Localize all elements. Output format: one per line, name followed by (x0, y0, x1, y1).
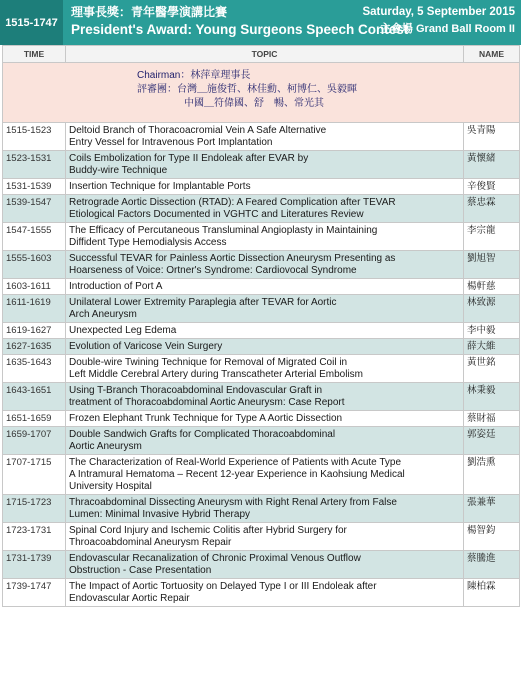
talk-topic (66, 455, 464, 495)
judges-taiwan-line: 評審團：台灣＿施俊哲、林佳勳、柯博仁、吳毅暉 (137, 84, 357, 95)
schedule-table (2, 45, 520, 607)
talk-topic (66, 339, 464, 355)
talk-topic-line: Unexpected Leg Edema (69, 325, 177, 336)
talk-topic-line: The Impact of Aortic Tortuosity on Delayed Type I or III Endoleak after (69, 581, 377, 592)
talk-topic (66, 151, 464, 179)
speaker-name: 李中毅 (464, 323, 520, 339)
session-venue: 主會場 Grand Ball Room II (379, 23, 515, 35)
talk-topic-line: Etiological Factors Documented in VGHTC and Literatures Review (69, 209, 364, 220)
table-row (3, 323, 520, 339)
speaker-name: 楊智鈞 (464, 523, 520, 551)
talk-topic-line: Retrograde Aortic Dissection (RTAD): A Feared Complication after TEVAR (69, 197, 396, 208)
table-row (3, 279, 520, 295)
table-row (3, 411, 520, 427)
talk-topic-line: Successful TEVAR for Painless Aortic Dissection Aneurysm Presenting as (69, 253, 396, 264)
talk-topic-line: Diffident Type Hemodialysis Access (69, 237, 227, 248)
speaker-name: 林致源 (464, 295, 520, 323)
talk-topic (66, 295, 464, 323)
speaker-name: 陳柏霖 (464, 579, 520, 607)
session-title-en: President's Award: Young Surgeons Speech Contest (71, 22, 409, 37)
talk-topic-line: A Intramural Hematoma – Recent 12-year Experience in Kaohsiung Medical (69, 469, 405, 480)
talk-time: 1627-1635 (3, 339, 66, 355)
talk-topic (66, 279, 464, 295)
table-row (3, 455, 520, 495)
talk-topic-line: Insertion Technique for Implantable Ports (69, 181, 251, 192)
talk-topic (66, 495, 464, 523)
table-row (3, 355, 520, 383)
talk-topic (66, 411, 464, 427)
talk-topic-line: Throacoabdominal Aneurysm Repair (69, 537, 232, 548)
column-header-name: NAME (464, 46, 520, 63)
talk-topic-line: University Hospital (69, 481, 152, 492)
talk-topic-line: The Characterization of Real-World Experience of Patients with Acute Type (69, 457, 402, 468)
talk-topic (66, 223, 464, 251)
chair-cell (3, 63, 520, 123)
talk-time: 1659-1707 (3, 427, 66, 455)
column-header-topic: TOPIC (66, 46, 464, 63)
talk-topic-line: Arch Aneurysm (69, 309, 137, 320)
speaker-name: 蔡財福 (464, 411, 520, 427)
talk-topic-line: Coils Embolization for Type II Endoleak after EVAR by (69, 153, 309, 164)
talk-topic-line: Thracoabdominal Dissecting Aneurysm with Right Renal Artery from False (69, 497, 397, 508)
talk-topic-line: Deltoid Branch of Thoracoacromial Vein A Safe Alternative (69, 125, 327, 136)
speaker-name: 蔡騰進 (464, 551, 520, 579)
table-row (3, 179, 520, 195)
talk-topic (66, 123, 464, 151)
talk-time: 1515-1523 (3, 123, 66, 151)
talk-topic-line: Endovascular Recanalization of Chronic Proximal Venous Outflow (69, 553, 361, 564)
table-row (3, 251, 520, 279)
talk-time: 1547-1555 (3, 223, 66, 251)
table-row (3, 551, 520, 579)
talk-time: 1603-1611 (3, 279, 66, 295)
session-date: Saturday, 5 September 2015 (362, 6, 515, 18)
talk-topic-line: Lumen: Minimal Invasive Hybrid Therapy (69, 509, 251, 520)
session-title-block (71, 5, 408, 39)
judges-china-line: 中國＿符偉國、舒 暢、常光其 (184, 98, 324, 109)
talk-time: 1619-1627 (3, 323, 66, 339)
speaker-name: 黃懷緒 (464, 151, 520, 179)
talk-topic-line: Double Sandwich Grafts for Complicated Thoracoabdominal (69, 429, 336, 440)
talk-time: 1723-1731 (3, 523, 66, 551)
talk-time: 1611-1619 (3, 295, 66, 323)
chairman-line: Chairman：林萍章理事長 (137, 70, 251, 81)
speaker-name: 林秉毅 (464, 383, 520, 411)
table-row (3, 495, 520, 523)
column-header-time: TIME (3, 46, 66, 63)
talk-topic (66, 179, 464, 195)
talk-topic (66, 195, 464, 223)
talk-topic (66, 523, 464, 551)
talk-topic (66, 579, 464, 607)
talk-topic-line: Using T-Branch Thoracoabdominal Endovascular Graft in (69, 385, 323, 396)
talk-topic-line: Left Middle Cerebral Artery during Transcatheter Arterial Embolism (69, 369, 364, 380)
talk-time: 1531-1539 (3, 179, 66, 195)
talk-time: 1707-1715 (3, 455, 66, 495)
speaker-name: 郭姿廷 (464, 427, 520, 455)
table-row (3, 295, 520, 323)
talk-time: 1739-1747 (3, 579, 66, 607)
table-row (3, 579, 520, 607)
speaker-name: 蔡忠霖 (464, 195, 520, 223)
speaker-name: 楊軒慈 (464, 279, 520, 295)
talk-topic (66, 355, 464, 383)
speaker-name: 劉浩熏 (464, 455, 520, 495)
talk-topic-line: Obstruction - Case Presentation (69, 565, 212, 576)
table-row (3, 427, 520, 455)
talk-time: 1539-1547 (3, 195, 66, 223)
talk-time: 1635-1643 (3, 355, 66, 383)
talk-topic-line: Buddy-wire Technique (69, 165, 168, 176)
talk-topic-line: Aortic Aneurysm (69, 441, 142, 452)
talk-time: 1643-1651 (3, 383, 66, 411)
table-row (3, 339, 520, 355)
talk-topic-line: Spinal Cord Injury and Ischemic Colitis after Hybrid Surgery for (69, 525, 347, 536)
talk-topic (66, 251, 464, 279)
talk-topic-line: Hoarseness of Voice: Ortner's Syndrome: Cardiovocal Syndrome (69, 265, 357, 276)
chair-row (3, 63, 520, 123)
talk-time: 1523-1531 (3, 151, 66, 179)
speaker-name: 張兼華 (464, 495, 520, 523)
talk-time: 1651-1659 (3, 411, 66, 427)
talk-time: 1715-1723 (3, 495, 66, 523)
talk-topic-line: Unilateral Lower Extremity Paraplegia after TEVAR for Aortic (69, 297, 337, 308)
speaker-name: 吳青陽 (464, 123, 520, 151)
table-row (3, 151, 520, 179)
table-row (3, 195, 520, 223)
speaker-name: 薛大維 (464, 339, 520, 355)
talk-topic-line: Double-wire Twining Technique for Removal of Migrated Coil in (69, 357, 348, 368)
speaker-name: 李宗龍 (464, 223, 520, 251)
talk-topic-line: The Efficacy of Percutaneous Transluminal Angioplasty in Maintaining (69, 225, 378, 236)
session-header (0, 0, 521, 45)
talk-topic-line: treatment of Thoracoabdominal Aortic Aneurysm: Case Report (69, 397, 345, 408)
talk-topic (66, 551, 464, 579)
talk-topic (66, 427, 464, 455)
speaker-name: 劉旭智 (464, 251, 520, 279)
session-title-zh: 理事長獎：青年醫學演講比賽 (71, 5, 228, 19)
talk-time: 1731-1739 (3, 551, 66, 579)
table-row (3, 383, 520, 411)
talk-topic (66, 383, 464, 411)
table-row (3, 523, 520, 551)
talk-topic-line: Entry Vessel for Intravenous Port Implantation (69, 137, 273, 148)
table-header-row (3, 46, 520, 63)
session-info (362, 5, 515, 39)
talk-topic-line: Introduction of Port A (69, 281, 163, 292)
talk-time: 1555-1603 (3, 251, 66, 279)
talk-topic-line: Evolution of Varicose Vein Surgery (69, 341, 223, 352)
session-time: 1515-1747 (0, 0, 63, 45)
speaker-name: 辛俊賢 (464, 179, 520, 195)
speaker-name: 黃世銘 (464, 355, 520, 383)
table-row (3, 123, 520, 151)
talk-topic-line: Endovascular Aortic Repair (69, 593, 190, 604)
talk-topic-line: Frozen Elephant Trunk Technique for Type A Aortic Dissection (69, 413, 343, 424)
table-row (3, 223, 520, 251)
talk-topic (66, 323, 464, 339)
